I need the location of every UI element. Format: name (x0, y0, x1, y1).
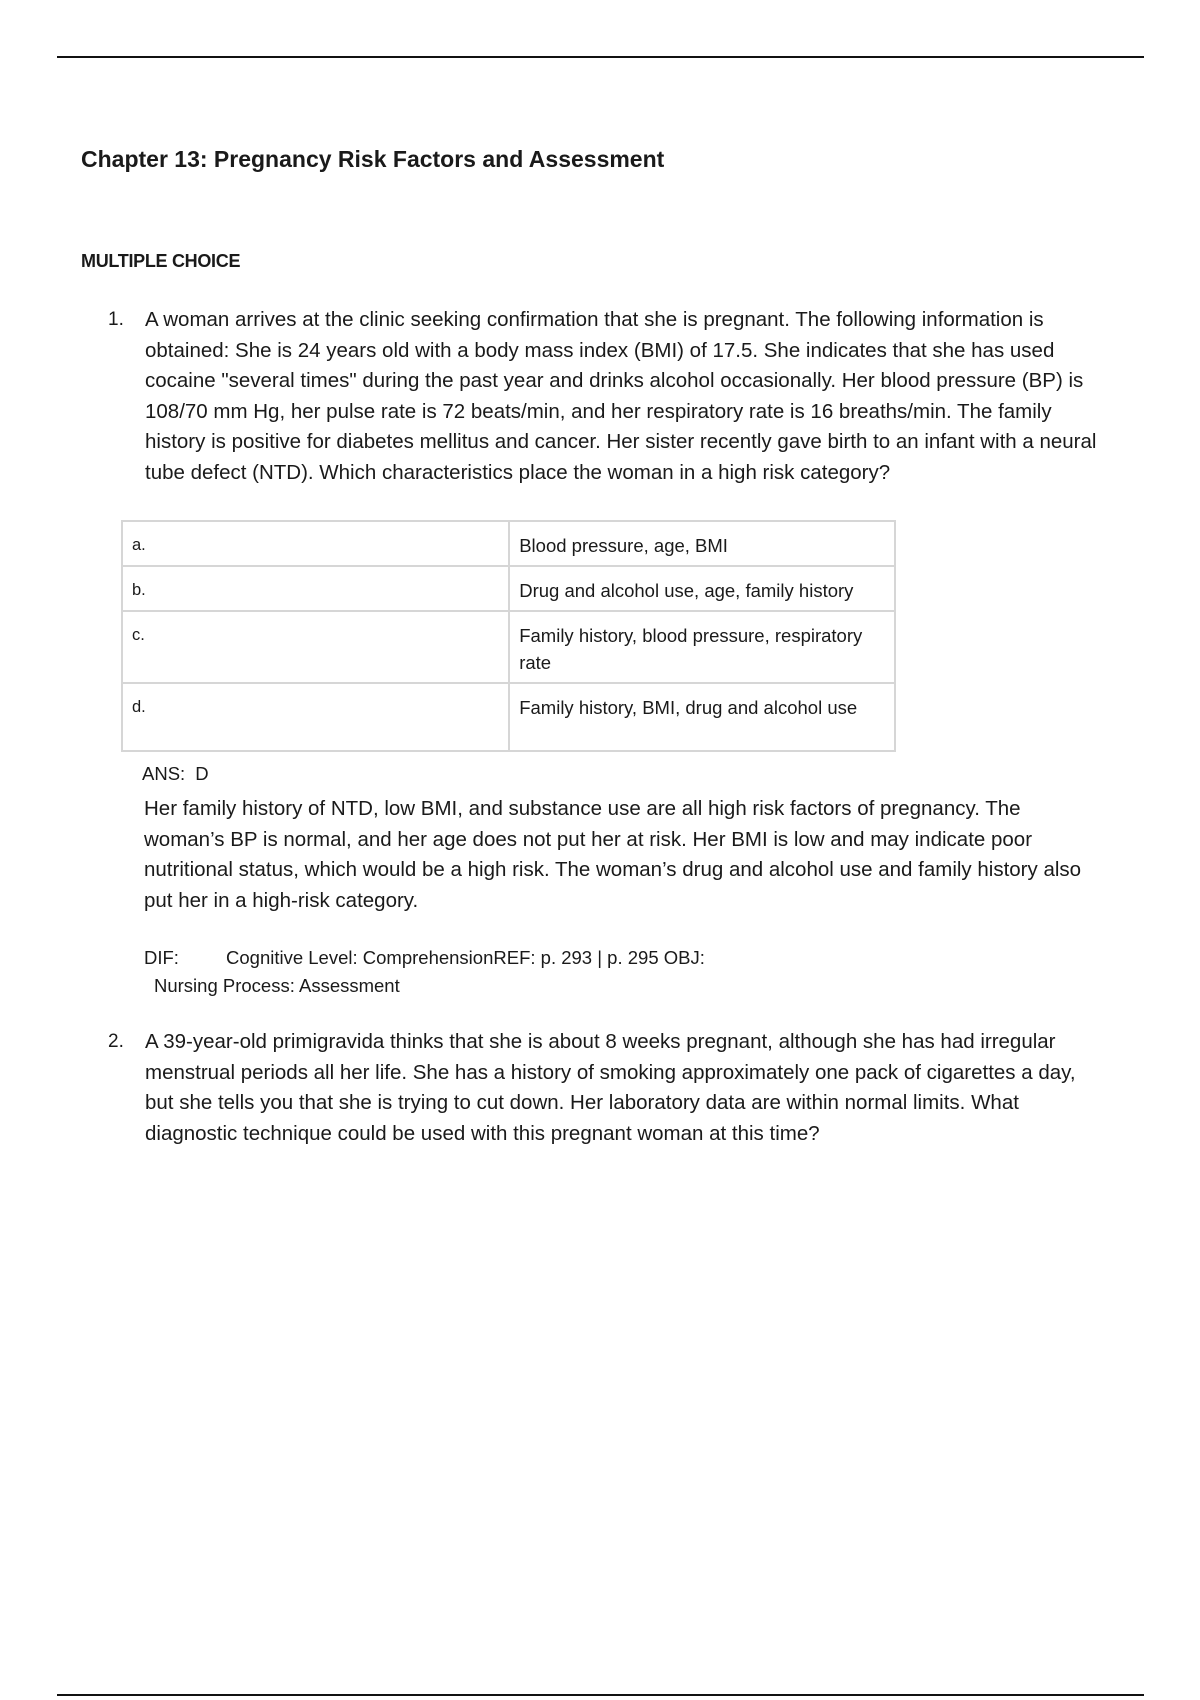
answer-label: ANS: (142, 763, 186, 784)
option-letter: b. (122, 566, 509, 611)
metadata-details: Cognitive Level: ComprehensionREF: p. 293 | p. 295 OBJ: (226, 947, 705, 968)
metadata-line-1 (144, 944, 705, 972)
nursing-process: Nursing Process: Assessment (154, 975, 400, 996)
question-number: 2. (108, 1031, 124, 1052)
answer-options-table (121, 520, 896, 752)
option-text: Blood pressure, age, BMI (509, 521, 895, 566)
option-text: Family history, blood pressure, respiratory rate (509, 611, 895, 683)
answer-line (142, 763, 209, 785)
option-text: Drug and alcohol use, age, family history (509, 566, 895, 611)
option-letter: d. (122, 683, 509, 751)
question-1 (108, 305, 1098, 488)
answer-rationale: Her family history of NTD, low BMI, and substance use are all high risk factors of pregnancy. The woman’s BP is normal, and her age does not put her at risk. Her BMI is low and may indicate poor nutritional status, which would be a high risk. The woman’s drug and alcohol use and family history also put her in a high-risk category. (144, 797, 1082, 912)
dif-label: DIF: (144, 947, 179, 968)
option-row-b (122, 566, 895, 611)
option-letter: c. (122, 611, 509, 683)
question-stem: A 39-year-old primigravida thinks that she is about 8 weeks pregnant, although she has had irregular menstrual periods all her life. She has a history of smoking approximately one pack of cigarettes a day, but she tells you that she is trying to cut down. Her laboratory data are within normal limits. What diagnostic technique could be used with this pregnant woman at this time? (145, 1030, 1076, 1145)
question-2 (108, 1027, 1098, 1149)
question-number: 1. (108, 309, 124, 330)
question-metadata (144, 944, 705, 1000)
chapter-title: Chapter 13: Pregnancy Risk Factors and Assessment (81, 146, 665, 172)
top-rule (57, 56, 1144, 58)
option-text: Family history, BMI, drug and alcohol use (509, 683, 895, 751)
section-heading: MULTIPLE CHOICE (81, 251, 241, 271)
option-row-d (122, 683, 895, 751)
bottom-rule (57, 1694, 1144, 1696)
option-row-c (122, 611, 895, 683)
question-stem: A woman arrives at the clinic seeking confirmation that she is pregnant. The following information is obtained: She is 24 years old with a body mass index (BMI) of 17.5. She indicates that she has used cocaine "several times" during the past year and drinks alcohol occasionally. Her blood pressure (BP) is 108/70 mm Hg, her pulse rate is 72 beats/min, and her respiratory rate is 16 breaths/min. The family history is positive for diabetes mellitus and cancer. Her sister recently gave birth to an infant with a neural tube defect (NTD). Which characteristics place the woman in a high risk category? (145, 308, 1097, 484)
option-row-a (122, 521, 895, 566)
option-letter: a. (122, 521, 509, 566)
answer-value: D (195, 763, 209, 784)
